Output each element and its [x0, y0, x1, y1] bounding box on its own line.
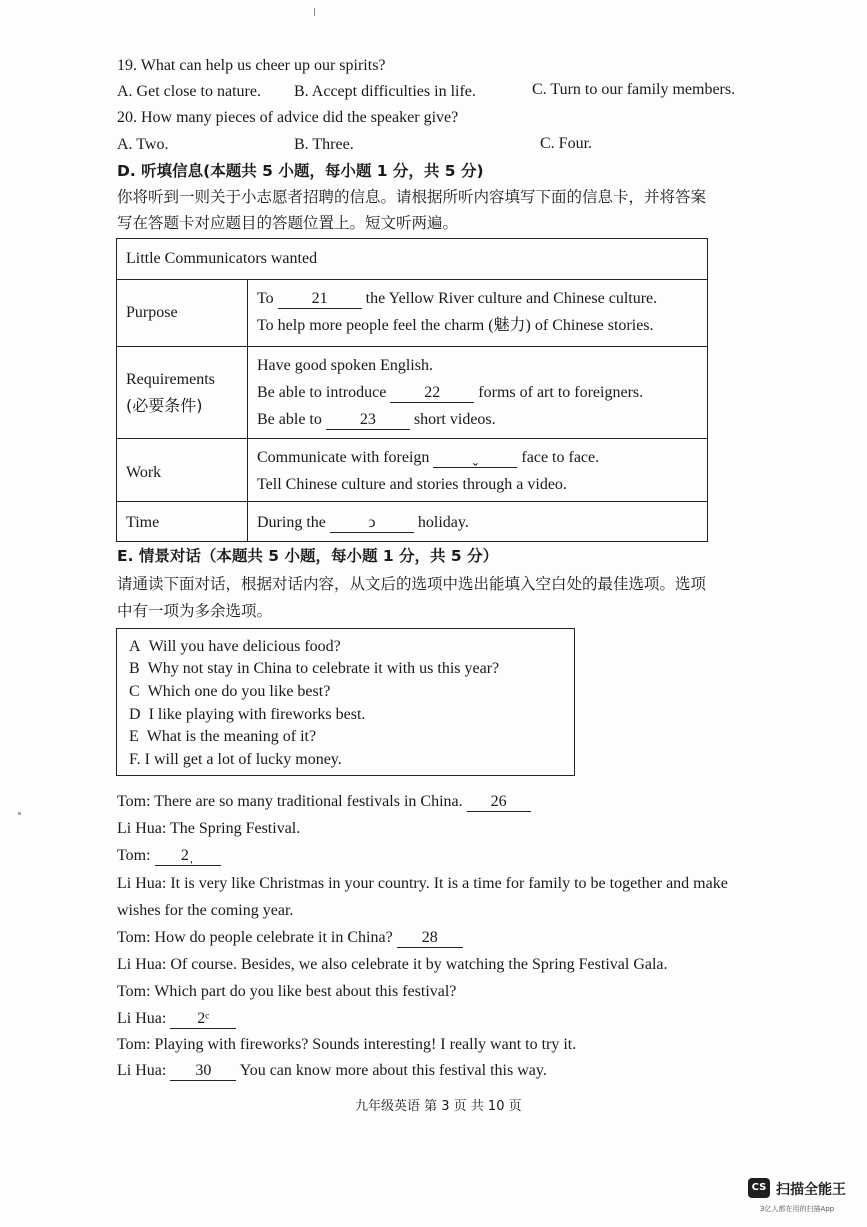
option-text: What is the meaning of it?: [146, 728, 317, 745]
blank-22: 22: [390, 384, 474, 403]
blank-27: 2ˌ: [155, 847, 221, 866]
option-text: Which one do you like best?: [147, 683, 331, 700]
option-letter: B: [129, 660, 140, 677]
dialogue-line-2: Li Hua: The Spring Festival.: [117, 820, 301, 837]
purpose-line-2: To help more people feel the charm (魅力) of Chinese stories.: [257, 317, 654, 334]
dialogue-text: You can know more about this festival this way.: [239, 1062, 547, 1079]
options-box: [116, 628, 575, 776]
requirement-2-suffix: forms of art to foreigners.: [478, 384, 644, 401]
section-e-instruction-1: 请通读下面对话，根据对话内容，从文后的选项中选出能填入空白处的最佳选项。选项: [117, 575, 707, 593]
dialogue-text: Li Hua:: [117, 1062, 167, 1079]
dialogue-line-6: [117, 928, 463, 948]
requirements-label: Requirements: [126, 371, 215, 388]
purpose-suffix: the Yellow River culture and Chinese culture.: [365, 290, 658, 307]
dialogue-line-8: Tom: Which part do you like best about this festival?: [117, 983, 457, 1000]
option-f: [129, 750, 342, 770]
blank-21: 21: [278, 290, 362, 309]
watermark-name: 扫描全能王: [776, 1182, 846, 1198]
section-e-heading: E. 情景对话（本题共 5 小题，每小题 1 分，共 5 分）: [117, 547, 499, 565]
option-d: [129, 705, 365, 725]
time-line: [257, 513, 469, 533]
option-letter: C: [129, 683, 140, 700]
info-card: [116, 238, 708, 542]
section-d-instruction-1: 你将听到一则关于小志愿者招聘的信息。请根据所听内容填写下面的信息卡，并将答案: [117, 188, 707, 206]
option-letter: F.: [129, 751, 141, 768]
blank-26: 26: [467, 793, 531, 812]
dialogue-line-3: [117, 846, 221, 866]
dialogue-line-5: wishes for the coming year.: [117, 902, 294, 919]
blank-23: 23: [326, 411, 410, 430]
requirement-line-2: [257, 383, 643, 403]
blank-28: 28: [397, 929, 463, 948]
option-text: Why not stay in China to celebrate it with us this year?: [147, 660, 500, 677]
work-line-1: [257, 448, 599, 468]
option-text: Will you have delicious food?: [148, 638, 341, 655]
section-e-instruction-2: 中有一项为多余选项。: [117, 602, 273, 620]
purpose-prefix: To: [257, 290, 274, 307]
work-1-prefix: Communicate with foreign: [257, 449, 430, 466]
dialogue-line-1: [117, 792, 531, 812]
dialogue-line-7: Li Hua: Of course. Besides, we also celebrate it by watching the Spring Festival Gala.: [117, 956, 668, 973]
card-divider: [117, 346, 707, 347]
blank-24: ˬ: [433, 449, 517, 468]
question-20: 20. How many pieces of advice did the speaker give?: [117, 109, 459, 126]
option-letter: D: [129, 706, 141, 723]
dialogue-line-10: Tom: Playing with fireworks? Sounds interesting! I really want to try it.: [117, 1036, 577, 1053]
dialogue-line-9: [117, 1009, 236, 1029]
time-suffix: holiday.: [417, 514, 469, 531]
option-text: I like playing with fireworks best.: [148, 706, 366, 723]
watermark-subtitle: 3亿人都在用的扫描App: [760, 1205, 835, 1213]
scan-speck: [314, 8, 315, 16]
purpose-label: Purpose: [126, 304, 178, 321]
question-19: 19. What can help us cheer up our spirits?: [117, 57, 386, 74]
time-label: Time: [126, 514, 160, 531]
option-letter: E: [129, 728, 139, 745]
requirement-line-1: Have good spoken English.: [257, 357, 433, 374]
time-prefix: During the: [257, 514, 326, 531]
q20-option-c: C. Four.: [540, 135, 593, 152]
card-divider: [117, 501, 707, 502]
work-label: Work: [126, 464, 162, 481]
blank-25: ↄ: [330, 514, 414, 533]
dialogue-text: Tom: How do people celebrate it in China?: [117, 929, 393, 946]
option-b: [129, 659, 499, 679]
option-letter: A: [129, 638, 141, 655]
work-1-suffix: face to face.: [521, 449, 600, 466]
requirement-3-prefix: Be able to: [257, 411, 322, 428]
q20-option-b: B. Three.: [294, 136, 354, 153]
option-c: [129, 682, 330, 702]
blank-30: 30: [170, 1062, 236, 1081]
dialogue-line-4: Li Hua: It is very like Christmas in your country. It is a time for family to be together and make: [117, 875, 728, 892]
dialogue-text: Tom:: [117, 847, 151, 864]
camscanner-logo-icon: CS: [748, 1178, 770, 1198]
blank-29: 2ᶜ: [170, 1010, 236, 1029]
q19-option-b: B. Accept difficulties in life.: [294, 83, 476, 100]
requirement-3-suffix: short videos.: [413, 411, 496, 428]
card-title: Little Communicators wanted: [126, 250, 318, 267]
q19-option-c: C. Turn to our family members.: [532, 81, 736, 98]
dialogue-text: Tom: There are so many traditional festivals in China.: [117, 793, 463, 810]
card-divider: [117, 438, 707, 439]
q19-option-a: A. Get close to nature.: [117, 83, 261, 100]
option-text: I will get a lot of lucky money.: [144, 751, 342, 768]
dialogue-line-11: [117, 1061, 547, 1081]
q20-option-a: A. Two.: [117, 136, 169, 153]
requirements-label-cn: (必要条件): [126, 396, 203, 415]
dialogue-text: Li Hua:: [117, 1010, 167, 1027]
work-line-2: Tell Chinese culture and stories through a video.: [257, 476, 567, 493]
scan-speck: [18, 812, 21, 815]
section-d-heading: D. 听填信息(本题共 5 小题，每小题 1 分，共 5 分): [117, 162, 484, 180]
card-divider: [117, 279, 707, 280]
option-a: [129, 637, 341, 657]
requirement-2-prefix: Be able to introduce: [257, 384, 387, 401]
requirement-line-3: [257, 410, 496, 430]
option-e: [129, 727, 316, 747]
card-column-divider: [247, 279, 248, 541]
section-d-instruction-2: 写在答题卡对应题目的答题位置上。短文听两遍。: [117, 214, 459, 232]
page-footer: 九年级英语 第 3 页 共 10 页: [355, 1099, 522, 1114]
purpose-line-1: [257, 289, 657, 309]
